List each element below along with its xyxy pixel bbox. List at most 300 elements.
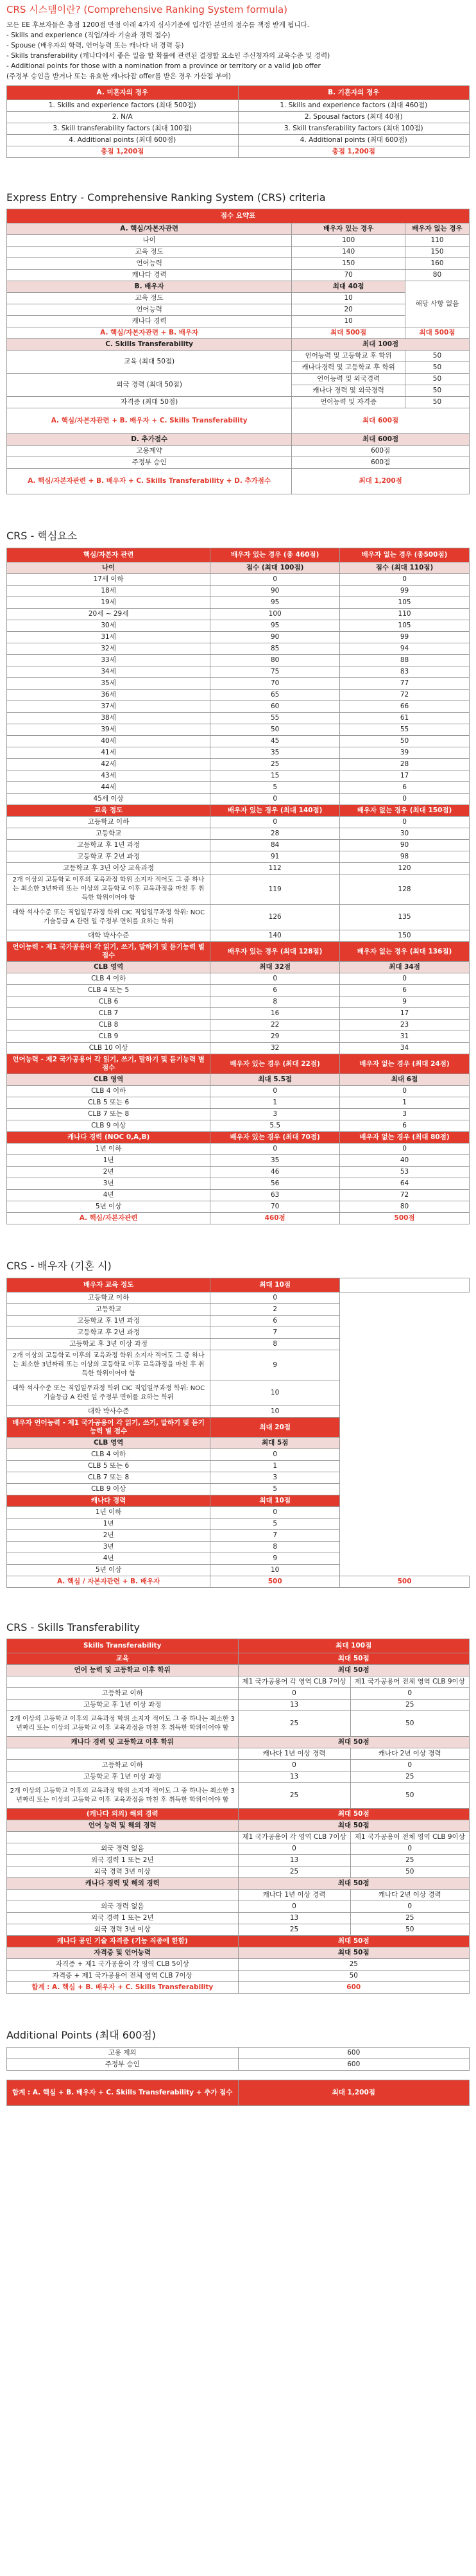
table-row [7,817,470,828]
table-row [7,1924,470,1936]
table-cell: 25 [350,1700,469,1711]
table-cell: 10 [292,316,405,327]
table-cell: CLB 6 [7,996,210,1008]
table-cell: 18세 [7,586,210,597]
table-subheader: 최대 50점 [238,1947,470,1959]
transferability-table [6,1639,470,1994]
table-cell: 88 [340,655,470,666]
table-row [7,690,470,701]
table-subheader: 최대 5.5점 [210,1074,340,1086]
table-subheader: 최대 50점 [238,1737,470,1748]
table-cell: 70 [210,1201,340,1213]
table-cell: 95 [210,597,340,609]
table-cell: 34 [340,1043,470,1054]
table-row [7,678,470,690]
table-cell: 60 [210,701,340,713]
table-row [7,863,470,875]
table-section-header: 최대 50점 [238,1809,470,1820]
g1-rows [7,1688,470,1711]
table-row [7,1760,470,1771]
table-col-label: 캐나다 2년 이상 경력 [350,1890,469,1901]
table-cell: 7 [210,1530,340,1542]
table-cell: 80 [405,270,469,281]
table-cell: 2년 [7,1167,210,1178]
table-subheader: C. Skills Transferability [7,339,292,351]
table-row [7,1167,470,1178]
table-cell: 고용계약 [7,446,292,457]
table-subheader: 최대 50점 [238,1665,470,1676]
table-cell-na: 해당 사항 없음 [340,1278,470,1292]
table-row [7,1461,470,1472]
table-cell: 25 [238,1711,350,1737]
table-cell: 72 [340,690,470,701]
table-cell: 1 [210,1461,340,1472]
g4-rows [7,1901,470,1936]
table-row [7,1530,470,1542]
table-cell [7,1890,239,1901]
table-cell: 17세 이하 [7,574,210,586]
table-cell: 50 [350,1783,469,1809]
table-cell: 50 [350,1867,469,1878]
table-header: Skills Transferability [7,1639,239,1653]
table-cell: 50 [350,1924,469,1936]
table-cell: 45세 이상 [7,794,210,805]
table-section-header: 캐나다 공인 기술 자격증 (기능 직종에 한함) [7,1936,239,1947]
table-cell: 고등학교 후 2년 과정 [7,851,210,863]
table-subheader: 점수 (최대 110점) [340,562,470,574]
table-row [7,609,470,620]
table-cell: CLB 4 또는 5 [7,985,210,996]
table-cell: 25 [238,1924,350,1936]
table-row [7,1031,470,1043]
table-cell: 30세 [7,620,210,632]
table-cell: 3 [340,1109,470,1120]
section-title-additional: Additional Points (최대 600점) [6,2029,157,2041]
table-cell: 35 [210,1155,340,1167]
table-cell: 17 [340,1008,470,1020]
table-row [7,759,470,770]
criteria-table [6,209,470,494]
table-cell: 50 [405,351,469,362]
table-total: 합계 : A. 핵심 + B. 배우자 + C. Skills Transferability [7,1982,239,1994]
table-section-header: 언어능력 - 제1 국가공용어 각 읽기, 쓰기, 말하기 및 듣기능력 별 점수 [7,942,210,962]
table-row [7,747,470,759]
table-cell: 0 [340,1144,470,1155]
table-header: 핵심/자본자 관련 [7,548,210,562]
table-subheader: CLB 영역 [7,962,210,973]
table-cell: 언어능력 [7,304,292,316]
table-cell: 25 [350,1913,469,1924]
table-cell: 1년 이하 [7,1144,210,1155]
table-total: A. 핵심/자본자관련 + B. 배우자 + C. Skills Transferability [7,408,292,434]
spouse-edu-rows-long [7,1350,470,1406]
table-cell: 고등학교 이하 [7,1760,239,1771]
table-cell: 8 [210,996,340,1008]
table-cell: 110 [340,609,470,620]
table-cell: 83 [340,666,470,678]
table-row [7,1155,470,1167]
table-cell: 77 [340,678,470,690]
table-cell: 2년 [7,1530,210,1542]
section-title-criteria: Express Entry - Comprehensive Ranking System (CRS) criteria [6,191,326,204]
table-cell: 45 [210,736,340,747]
table-cell: 4. Additional points (최대 600점) [238,135,470,146]
table-cell: 17 [340,770,470,782]
table-cell: 70 [292,270,405,281]
table-cell: 0 [210,1292,340,1304]
table-cell: 6 [210,1316,340,1327]
section-title-spouse: CRS - 배우자 (기혼 시) [6,1260,112,1272]
table-cell: 2 [210,1304,340,1316]
table-cell: 72 [340,1190,470,1201]
table-row [7,1316,470,1327]
table-cell: 150 [340,930,470,942]
table-cell: 55 [210,713,340,724]
additional-table [6,2047,470,2071]
table-cell: 50 [210,724,340,736]
table-subheader: 나이 [7,562,210,574]
table-row [7,1771,470,1783]
table-cell: 7 [210,1327,340,1339]
intro-line: - Skills transferability (캐나다에서 좋은 일을 할 확률에 관련된 결정할 요소인 주신청자의 교육수준 및 경력) [6,52,330,60]
table-total: A. 핵심 / 자본자관련 + B. 배우자 [7,1576,210,1588]
table-cell: 31 [340,1031,470,1043]
g2-rows [7,1760,470,1783]
table-cell: 64 [340,1178,470,1190]
table-cell: 39 [340,747,470,759]
page-title: CRS 시스템이란? (Comprehensive Ranking System formula) [6,4,288,15]
table-row [7,770,470,782]
table-cell: 30 [340,828,470,840]
table-cell: 128 [340,875,470,905]
table-cell: 38세 [7,713,210,724]
table-cell: 0 [210,817,340,828]
language2-rows [7,1086,470,1132]
table-row [7,632,470,643]
table-cell: 0 [340,1086,470,1097]
table-total: A. 핵심/자본자관련 + B. 배우자 [7,327,292,339]
table-section-header: 최대 50점 [238,1653,470,1665]
table-cell: 0 [350,1901,469,1913]
table-cell: 35세 [7,678,210,690]
table-cell: 1 [210,1097,340,1109]
table-row [7,1901,470,1913]
table-section-header: 배우자 없는 경우 (최대 24점) [340,1054,470,1074]
table-total: 500 [210,1576,340,1588]
table-cell: 언어능력 및 고등학교 후 학위 [292,351,405,362]
table-cell: 대학 석사수준 또는 직업일무과정 학위 CIC 직업일무과정 학위: NOC 기술등급 A 관련 일 주정부 면허를 요하는 학위 [7,905,210,930]
table-row [7,643,470,655]
table-cell: CLB 5 또는 6 [7,1461,210,1472]
table-section-header: 캐나다 경력 [7,1495,210,1507]
table-col-label: 캐나다 1년 이상 경력 [238,1890,350,1901]
table-cell: 50 [405,362,469,374]
table-row [7,794,470,805]
spouse-table [6,1278,470,1588]
table-subheader: 최대 40점 [292,281,405,293]
table-cell: 120 [340,863,470,875]
table-cell: 50 [405,374,469,385]
intro-text [6,20,470,82]
table-cell: 100 [292,235,405,247]
table-total: 총점 1,200점 [238,146,470,158]
table-cell: CLB 9 [7,1031,210,1043]
spouse-edu-rows [7,1292,470,1350]
table-cell: 4. Additional points (최대 600점) [7,135,239,146]
table-subheader: 자격증 및 언어능력 [7,1947,239,1959]
table-cell: 3년 [7,1542,210,1553]
table-col-label: 캐나다 2년 이상 경력 [350,1748,469,1760]
table-subheader: 캐나다 경력 및 해외 경력 [7,1878,239,1890]
table-row [7,973,470,985]
table-row [7,574,470,586]
spouse-exp-rows [7,1507,470,1576]
table-cell: 50 [350,1711,469,1737]
table-subheader: 최대 32점 [210,962,340,973]
table-cell: 100 [210,609,340,620]
table-cell: 2개 이상의 고등학교 이후의 교육과정 학위 소지자 적어도 그 중 하나는 최소한 3년짜리 또는 이상의 고등학교 이후 교육과정을 마친 후 취득한 학위이어야 함 [7,1711,239,1737]
table-col-label: 제1 국가공용어 각 영역 CLB 7이상 [238,1832,350,1843]
table-cell: 고등학교 이하 [7,817,210,828]
table-cell: 언어능력 및 외국경력 [292,374,405,385]
table-row [7,1449,470,1461]
table-cell: 32 [210,1043,340,1054]
table-section-header: 최대 20점 [210,1418,340,1438]
table-subheader: D. 추가점수 [7,434,292,446]
education-rows-long [7,875,470,930]
table-cell: 150 [292,258,405,270]
table-cell: 0 [210,973,340,985]
intro-line: - Spouse (배우자의 학력, 언어능력 또는 캐나다 내 경력 등) [6,42,184,49]
table-cell: 고등학교 후 1년 과정 [7,840,210,851]
table-total: A. 핵심/자본자관련 [7,1213,210,1224]
table-cell: 3년 [7,1178,210,1190]
table-header: B. 기혼자의 경우 [238,86,470,100]
table-cell: 1. Skills and experience factors (최대 460점) [238,100,470,112]
age-rows [7,574,470,805]
table-cell: 5 [210,1519,340,1530]
table-cell: 외국 경력 1 또는 2년 [7,1855,239,1867]
table-cell: CLB 9 이상 [7,1484,210,1495]
table-total: 최대 500점 [292,327,405,339]
table-row [7,1700,470,1711]
table-cell: 90 [340,840,470,851]
table-cell [7,1676,239,1688]
table-cell: 99 [340,632,470,643]
table-cell: 외국 경력 없음 [7,1843,239,1855]
table-row [7,1472,470,1484]
table-cell: 교육 (최대 50점) [7,351,292,374]
table-cell: 40세 [7,736,210,747]
table-cell: 9 [210,1553,340,1565]
table-cell: 112 [210,863,340,875]
table-cell: 25 [210,759,340,770]
table-cell: 3. Skill transferability factors (최대 100점) [238,123,470,135]
table-total: 최대 500점 [405,327,469,339]
table-subheader: 최대 5점 [210,1438,340,1449]
table-cell: CLB 7 또는 8 [7,1472,210,1484]
table-cell: CLB 4 이하 [7,1086,210,1097]
table-row [7,1201,470,1213]
table-row [7,597,470,609]
table-cell: 10 [210,1565,340,1576]
grand-total-table [6,2080,470,2106]
table-cell: 0 [350,1843,469,1855]
table-row [7,905,470,930]
table-header: 최대 100점 [238,1639,470,1653]
table-cell: 1. Skills and experience factors (최대 500점) [7,100,239,112]
spouse-lang-rows [7,1449,470,1495]
table-cell: 0 [210,1086,340,1097]
table-header: 최대 10점 [210,1278,340,1292]
intro-line: - Additional points for those with a nomination from a province or territory or a valid job offer [6,62,321,70]
table-cell: 교육 정도 [7,293,292,304]
table-cell: 33세 [7,655,210,666]
table-cell: 25 [238,1959,470,1971]
g3-rows [7,1843,470,1878]
table-row [7,1484,470,1495]
table-cell: 160 [405,258,469,270]
table-cell: 25 [238,1867,350,1878]
table-cell: 600 [238,2059,470,2071]
table-cell: 5 [210,1484,340,1495]
table-cell: 고등학교 [7,1304,210,1316]
table-subheader: 최대 50점 [238,1878,470,1890]
table-cell: 37세 [7,701,210,713]
table-row [7,996,470,1008]
table-cell: 13 [238,1913,350,1924]
table-cell: 70 [210,678,340,690]
table-cell: 대학 석사수준 또는 직업일무과정 학위 CIC 직업일무과정 학위: NOC 기술등급 A 관련 일 주정부 면허를 요하는 학위 [7,1380,210,1406]
table-section-header: 교육 [7,1653,239,1665]
table-header: 배우자 있는 경우 (총 460점) [210,548,340,562]
table-col-label: 제1 국가공용어 전체 영역 CLB 9이상 [350,1832,469,1843]
table-row [7,713,470,724]
table-cell: 16 [210,1008,340,1020]
table-cell: 29 [210,1031,340,1043]
table-cell: 언어능력 [7,258,292,270]
table-row [7,1043,470,1054]
core-factors-table [6,548,470,1224]
table-cell: 105 [340,620,470,632]
table-row [7,782,470,794]
table-row [7,1688,470,1700]
table-cell: 자격증 (최대 50점) [7,397,292,408]
table-row [7,701,470,713]
table-row [7,1855,470,1867]
table-cell: 2개 이상의 고등학교 이후의 교육과정 학위 소지자 적어도 그 중 하나는 최소한 3년짜리 또는 이상의 고등학교 이후 교육과정을 마친 후 취득한 학위이어야 함 [7,1783,239,1809]
table-section-header: 최대 50점 [238,1936,470,1947]
table-cell: 6 [210,985,340,996]
table-cell: 80 [210,655,340,666]
table-subheader: 언어 능력 및 고등학교 이후 학위 [7,1665,239,1676]
table-cell: 외국 경력 1 또는 2년 [7,1913,239,1924]
table-cell: 고등학교 후 2년 과정 [7,1327,210,1339]
table-row [7,1120,470,1132]
table-row [7,840,470,851]
table-cell: 25 [350,1771,469,1783]
table-cell: 고등학교 이하 [7,1688,239,1700]
table-row [7,1097,470,1109]
table-cell [7,1832,239,1843]
table-cell: 35 [210,747,340,759]
table-cell: 4년 [7,1553,210,1565]
table-row [7,1380,470,1406]
table-row [7,1519,470,1530]
table-cell: 28 [210,828,340,840]
table-row [7,1542,470,1553]
table-cell: 41세 [7,747,210,759]
table-cell: 캐나다 경력 및 외국경력 [292,385,405,397]
table-cell: 5년 이상 [7,1201,210,1213]
table-cell-na: 해당 사항 없음 [405,281,469,327]
education-rows [7,817,470,875]
table-cell: 교육 정도 [7,247,292,258]
table-cell: 98 [340,851,470,863]
table-cell: 3. Skill transferability factors (최대 100점) [7,123,239,135]
table-cell: 10 [210,1406,340,1418]
table-cell: 고등학교 이하 [7,1292,210,1304]
table-cell: 42세 [7,759,210,770]
table-cell: 나이 [7,235,292,247]
table-cell [7,1748,239,1760]
table-row [7,1190,470,1201]
table-cell: 대학 박사수준 [7,1406,210,1418]
table-cell: CLB 8 [7,1020,210,1031]
table-cell: 2개 이상의 고등학교 이후의 교육과정 학위 소지자 적어도 그 중 하나는 최소한 3년짜리 또는 이상의 고등학교 이후 교육과정을 마친 후 취득한 학위이어야 함 [7,1350,210,1380]
table-cell: 25 [350,1855,469,1867]
table-subheader: CLB 영역 [7,1074,210,1086]
table-cell: CLB 7 또는 8 [7,1109,210,1120]
table-row [7,1144,470,1155]
table-cell: 0 [340,817,470,828]
table-cell: 53 [340,1167,470,1178]
table-cell: 5년 이상 [7,1565,210,1576]
table-cell: 600점 [292,457,470,469]
table-cell: 13 [238,1771,350,1783]
table-cell: 140 [210,930,340,942]
table-cell: 고등학교 후 3년 이상 과정 [7,1339,210,1350]
table-cell: 주정부 승인 [7,457,292,469]
table-cell: 0 [340,574,470,586]
table-cell: 110 [405,235,469,247]
table-total: 총점 1,200점 [7,146,239,158]
table-cell: 23 [340,1020,470,1031]
table-row [7,1913,470,1924]
table-cell: 50 [238,1971,470,1982]
table-row [7,828,470,840]
table-cell: 90 [210,632,340,643]
table-cell: 0 [238,1760,350,1771]
table-cell: 언어능력 및 자격증 [292,397,405,408]
table-cell: 1 [340,1097,470,1109]
table-row [7,851,470,863]
table-row [7,1008,470,1020]
table-col-label: 캐나다 1년 이상 경력 [238,1748,350,1760]
table-cell: 1년 이하 [7,1507,210,1519]
table-cell: 고등학교 후 1년 이상 과정 [7,1771,239,1783]
table-subheader: B. 배우자 [7,281,292,293]
table-cell: 13 [238,1855,350,1867]
table-total: 600 [238,1982,470,1994]
table-cell: 고등학교 [7,828,210,840]
table-row [7,985,470,996]
table-cell: 자격증 + 제1 국가공용어 각 영역 CLB 5이상 [7,1959,239,1971]
table-row [7,1565,470,1576]
table-cell: 대학 박사수준 [7,930,210,942]
table-header: 배우자 없는 경우 (총500점) [340,548,470,562]
table-row [7,1086,470,1097]
